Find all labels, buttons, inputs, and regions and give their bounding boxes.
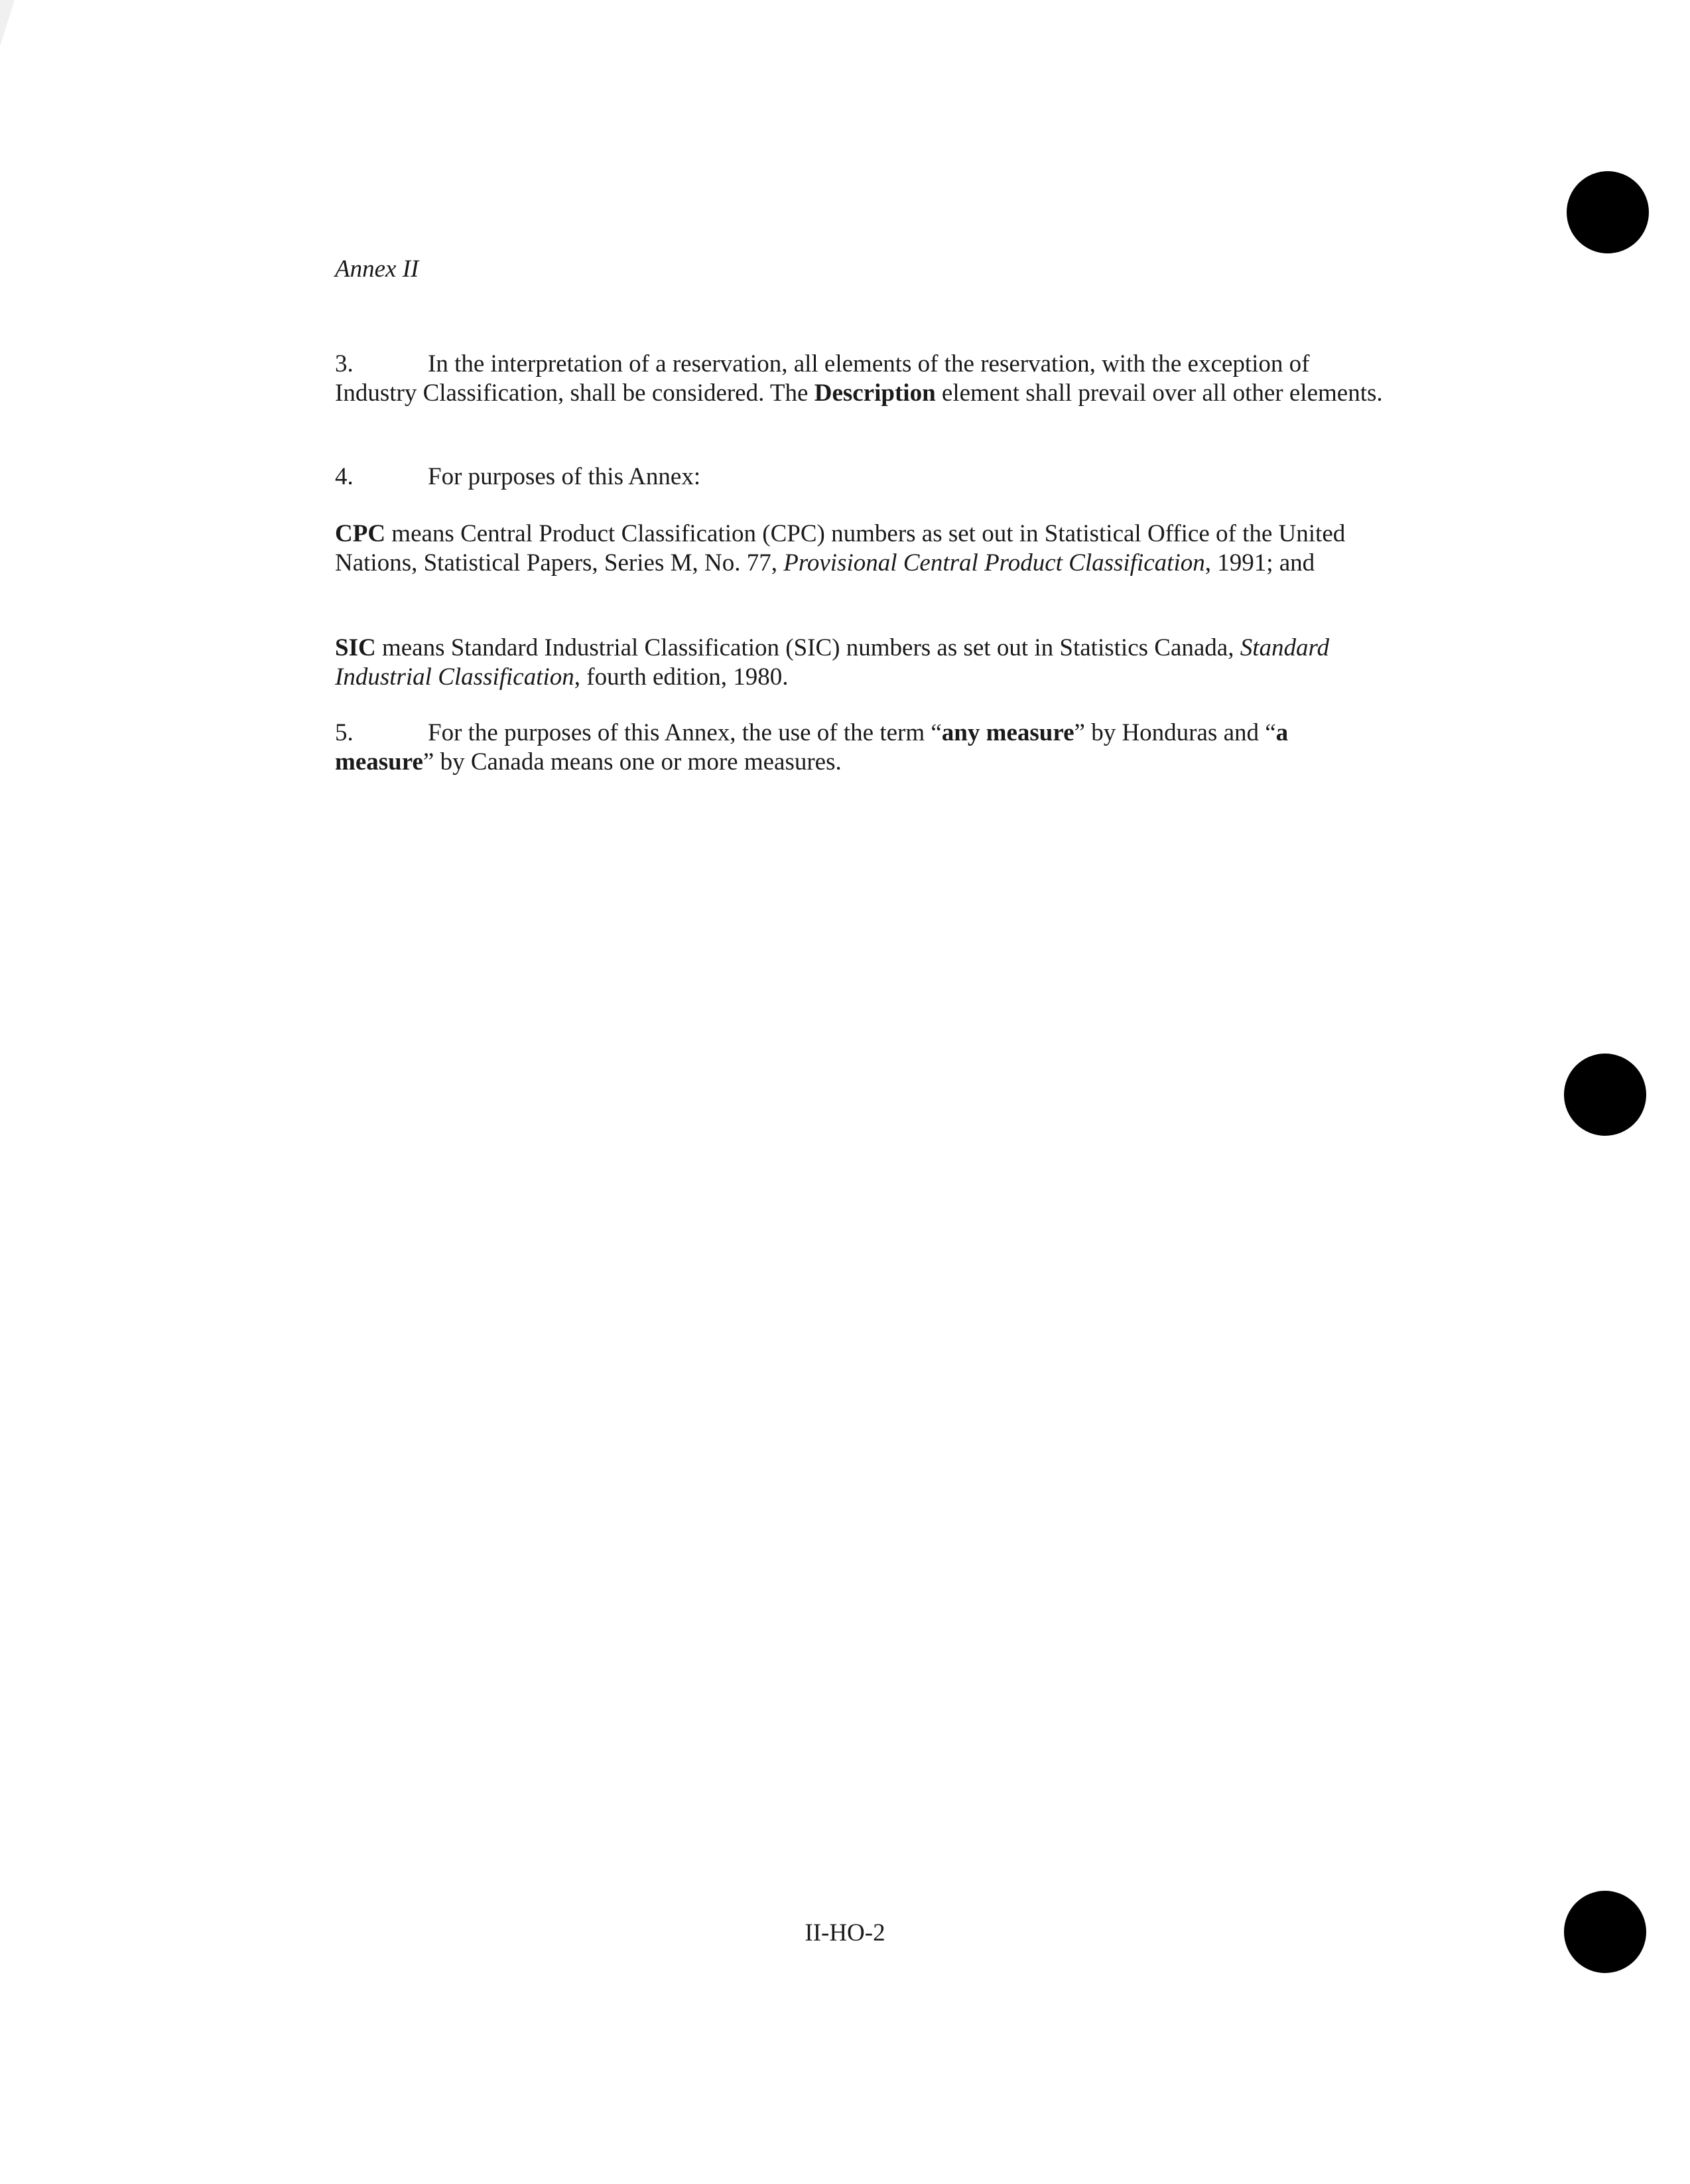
- definition-sic: [335, 634, 1383, 692]
- definition-text: means Standard Industrial Classification (SIC) numbers as set out in Statistics Canada,: [375, 634, 1240, 661]
- page-header: Annex II: [335, 255, 419, 283]
- paragraph-text: element shall prevail over all other elements.: [935, 379, 1383, 407]
- bold-term-any-measure: any measure: [941, 719, 1074, 746]
- paragraph-text: ” by Canada means one or more measures.: [422, 748, 842, 776]
- paragraph-3: [335, 350, 1383, 408]
- defined-term-sic: SIC: [335, 634, 376, 661]
- paragraph-number: 3.: [335, 350, 354, 377]
- paragraph-text: For purposes of this Annex:: [428, 463, 701, 490]
- paragraph-4: [335, 462, 1383, 492]
- binder-hole-middle: [1564, 1054, 1646, 1136]
- defined-term-cpc: CPC: [335, 520, 386, 547]
- binder-hole-bottom: [1564, 1891, 1646, 1973]
- bold-term-a-measure: a measure: [335, 719, 1289, 776]
- paragraph-number: 4.: [335, 463, 354, 490]
- paragraph-number: 5.: [335, 719, 354, 746]
- paragraph-text: In the interpretation of a reservation, all elements of the reservation, with the exception of Industry Classification, shall be considered. The: [335, 350, 1310, 407]
- definition-text: means Central Product Classification (CPC) numbers as set out in Statistical Office of the United Nations, Statistical Papers, Series M, No. 77,: [335, 520, 1346, 577]
- paragraph-5: [335, 718, 1383, 777]
- binder-hole-top: [1567, 171, 1649, 253]
- bold-term-description: Description: [814, 379, 936, 407]
- definition-cpc: [335, 519, 1383, 578]
- paragraph-text: For the purposes of this Annex, the use of the term “: [428, 719, 942, 746]
- folded-corner: [0, 0, 15, 46]
- definition-text: , 1991; and: [1204, 549, 1315, 577]
- page-number: II-HO-2: [805, 1919, 885, 1946]
- italic-title: Standard Industrial Classification: [335, 634, 1330, 691]
- italic-title: Provisional Central Product Classification: [783, 549, 1205, 577]
- paragraph-text: ” by Honduras and “: [1074, 719, 1276, 746]
- definition-text: , fourth edition, 1980.: [574, 663, 789, 691]
